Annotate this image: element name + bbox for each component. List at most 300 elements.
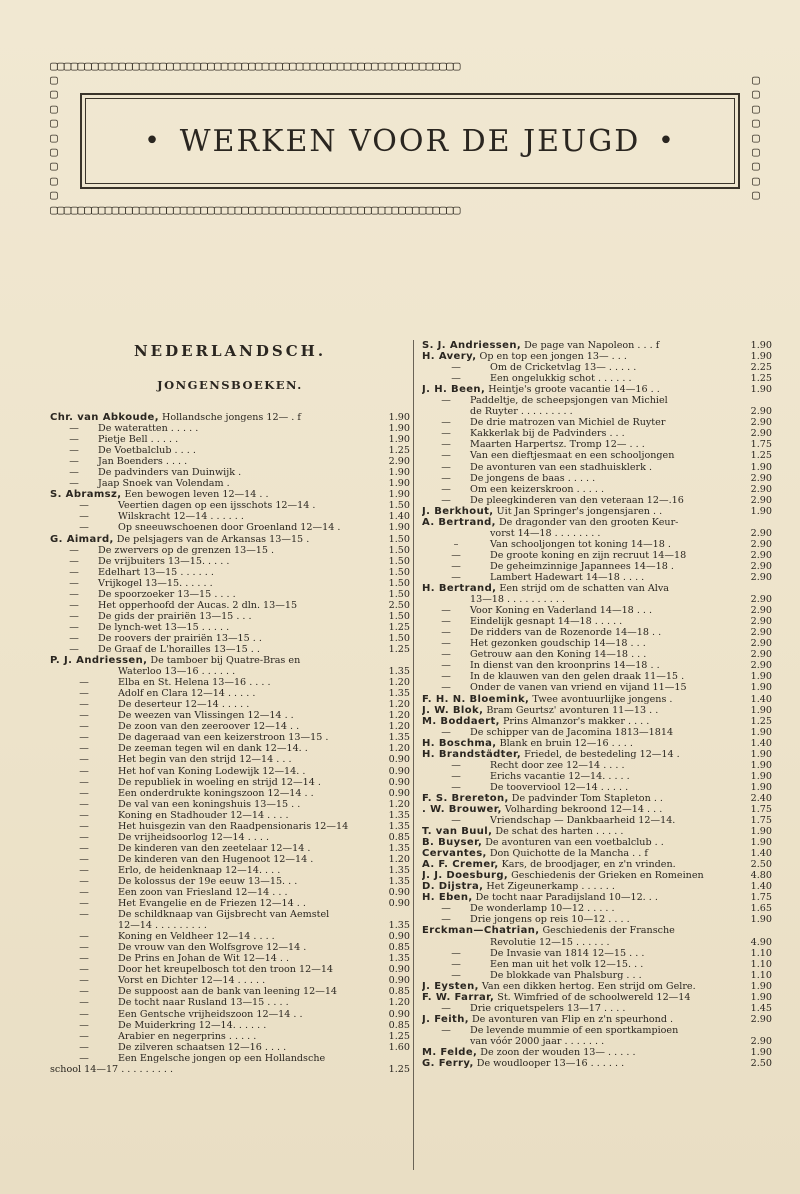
entry-text: De wateratten . . . . . [98, 423, 199, 435]
entry-price: 1.10 [750, 947, 772, 959]
entry-price: 1.50 [388, 544, 410, 556]
entry-text: Door het kreupelbosch tot den troon 12—14 [118, 964, 334, 976]
entry-title [422, 495, 738, 506]
entry-title [422, 705, 738, 716]
entry-price: 1.45 [750, 1002, 772, 1014]
list-item [422, 870, 772, 881]
entry-price: 2.90 [750, 538, 772, 550]
entry-price: 1.50 [388, 533, 410, 545]
list-item [50, 1009, 410, 1020]
list-item [50, 876, 410, 887]
list-item [50, 986, 410, 997]
ditto-dash: — [441, 417, 451, 429]
list-item [50, 1031, 410, 1042]
list-item [50, 545, 410, 556]
entry-price: 0.90 [388, 887, 410, 899]
entry-price: 1.90 [750, 461, 772, 473]
entry-price: 1.90 [750, 991, 772, 1003]
entry-text: Van een dieftjesmaat en een schooljongen [470, 450, 675, 462]
entry-text: De kinderen van den zeetelaar 12—14 . [118, 842, 311, 854]
entry-title [50, 1053, 376, 1064]
entry-text: De vrijheidsoorlog 12—14 . . . . [118, 831, 270, 843]
entry-text: Voor Koning en Vaderland 14—18 . . . [470, 605, 653, 617]
entry-title [422, 428, 738, 439]
column-divider [413, 340, 414, 1170]
list-item [50, 832, 410, 843]
entry-title [422, 1025, 738, 1036]
entry-price: 0.90 [388, 776, 410, 788]
entry-price: 1.20 [388, 677, 410, 689]
entry-title [50, 611, 376, 622]
list-item [422, 948, 772, 959]
list-item [422, 395, 772, 406]
entry-price: 1.90 [750, 671, 772, 683]
ditto-dash: — [441, 903, 451, 915]
entry-title [422, 749, 738, 760]
ditto-dash: — [451, 770, 461, 782]
list-item [50, 467, 410, 478]
entry-author: A. F. Cremer, [422, 859, 499, 871]
ditto-dash: — [79, 743, 89, 755]
entry-price: 1.75 [750, 803, 772, 815]
ditto-dash: — [79, 975, 89, 987]
ditto-dash: — [441, 649, 451, 661]
list-item [422, 925, 772, 936]
list-item [422, 1036, 772, 1047]
list-item [422, 373, 772, 384]
entry-text: Drie jongens op reis 10—12 . . . . [470, 914, 630, 926]
entry-price: 1.40 [750, 881, 772, 893]
entry-text: Een Gentsche vrijheidszoon 12—14 . . [118, 1008, 303, 1020]
list-item [50, 1064, 410, 1075]
entry-price: 4.80 [750, 870, 772, 882]
entry-text: Edelhart 13—15 . . . . . . [98, 566, 214, 578]
entry-title [422, 539, 738, 550]
entry-text: De jongens de baas . . . . . [470, 472, 596, 484]
entry-author: Chr. van Abkoude, [50, 412, 159, 423]
entry-text: De tocht naar Rusland 13—15 . . . . [118, 997, 289, 1009]
ditto-dash: — [441, 726, 451, 738]
entry-price: 2.90 [750, 527, 772, 539]
entry-title [50, 633, 376, 644]
entry-price: 0.85 [388, 831, 410, 843]
list-item [422, 760, 772, 771]
entry-text: De roovers der prairiën 13—15 . . [98, 632, 262, 644]
entry-text: De val van een koningshuis 13—15 . . [118, 798, 301, 810]
entry-price: 1.40 [750, 848, 772, 860]
entry-price: 1.90 [750, 726, 772, 738]
list-item [422, 671, 772, 682]
entry-title [50, 810, 376, 821]
ditto-dash: — [441, 605, 451, 617]
ditto-dash: — [79, 887, 89, 899]
entry-text: 13—18 . . . . . . . . . . [470, 594, 566, 606]
entry-title [50, 478, 376, 489]
list-item [50, 732, 410, 743]
entry-text: Een bewogen leven 12—14 . . [121, 489, 269, 501]
ditto-dash: — [441, 450, 451, 462]
entry-text: De suppoost aan de bank van leening 12—14 [118, 986, 338, 998]
bullet-icon: • [144, 126, 162, 156]
ditto-dash: — [79, 699, 89, 711]
entry-text: De zoon der wouden 13— . . . . . [477, 1047, 636, 1058]
ditto-dash: — [441, 660, 451, 672]
entry-title [422, 484, 738, 495]
list-item [422, 638, 772, 649]
entry-title [422, 771, 738, 782]
entry-text: 12—14 . . . . . . . . . [118, 920, 207, 932]
entry-price: 1.90 [750, 340, 772, 351]
list-item [422, 771, 772, 782]
entry-price: 1.90 [388, 434, 410, 446]
list-item [422, 495, 772, 506]
list-item [422, 937, 772, 948]
entry-text: Van schooljongen tot koning 14—18 . [490, 538, 671, 550]
entry-author: S. J. Andriessen, [422, 340, 522, 351]
list-item [50, 909, 410, 920]
list-item [422, 561, 772, 572]
ditto-dash: — [441, 395, 451, 407]
entry-text: De pleegkinderen van den veteraan 12—.16 [470, 494, 684, 506]
ditto-dash: — [441, 1024, 451, 1036]
list-item [50, 567, 410, 578]
entry-price: 2.25 [750, 362, 772, 374]
list-item [50, 412, 410, 423]
list-item [422, 881, 772, 892]
entry-price: 1.90 [750, 704, 772, 716]
entry-text: De padvinder Tom Stapleton . . [508, 792, 663, 804]
ditto-dash: — [451, 759, 461, 771]
entry-price: 1.90 [750, 748, 772, 760]
entry-title [50, 953, 376, 964]
list-item [422, 1025, 772, 1036]
entry-text: Arabier en negerprins . . . . . [118, 1030, 257, 1042]
entry-title [50, 522, 376, 533]
entry-text: Op en top een jongen 13— . . . [476, 351, 627, 363]
entry-title [50, 567, 376, 578]
ditto-dash: — [451, 958, 461, 970]
ditto-dash: — [79, 511, 89, 523]
entry-title [50, 445, 376, 456]
entry-text: De republiek in woeling en strijd 12—14 . [118, 776, 321, 788]
entry-text: De kolossus der 19e eeuw 13—15. . . [118, 875, 298, 887]
entry-title [422, 439, 738, 450]
entry-title [50, 766, 376, 777]
entry-title [422, 992, 738, 1003]
entry-price: 1.90 [388, 423, 410, 435]
list-item [422, 694, 772, 705]
list-item [50, 997, 410, 1008]
list-item [50, 534, 410, 545]
list-item [422, 1047, 772, 1058]
entry-title [422, 605, 738, 616]
entry-title [422, 550, 738, 561]
list-item [422, 572, 772, 583]
entry-title [50, 1042, 376, 1053]
entry-text: De Voetbalclub . . . . [98, 445, 196, 457]
entry-title [422, 914, 738, 925]
ditto-dash: — [69, 577, 79, 589]
ditto-dash: — [79, 986, 89, 998]
entry-text: Bram Geurtsz' avonturen 11—13 . . [483, 704, 659, 716]
entry-price: 1.65 [750, 903, 772, 915]
entry-price: 1.20 [388, 798, 410, 810]
list-item [50, 688, 410, 699]
entry-title [422, 627, 738, 638]
entry-title [50, 500, 376, 511]
entry-title [422, 793, 738, 804]
ditto-dash: — [79, 809, 89, 821]
entry-price: 2.90 [750, 560, 772, 572]
entry-text: De vrouw van den Wolfsgrove 12—14 . [118, 942, 307, 954]
entry-title [422, 583, 738, 594]
list-item [422, 428, 772, 439]
entry-title [50, 677, 376, 688]
entry-title [50, 821, 376, 832]
entry-title [422, 892, 738, 903]
ditto-dash: — [79, 1041, 89, 1053]
list-item [50, 445, 410, 456]
entry-title [422, 450, 738, 461]
entry-title [50, 545, 376, 556]
list-item [50, 600, 410, 611]
entry-title [50, 622, 376, 633]
entry-text: De padvinders van Duinwijk . [98, 467, 242, 479]
entry-text: Recht door zee 12—14 . . . . [490, 759, 625, 771]
entry-title [50, 986, 376, 997]
ditto-dash: — [441, 638, 451, 650]
entry-text: Kakkerlak bij de Padvinders . . . [470, 428, 625, 440]
entry-text: Koning en Veldheer 12—14 . . . . [118, 931, 275, 943]
entry-price: 1.35 [388, 864, 410, 876]
list-item [50, 478, 410, 489]
entry-title [422, 1014, 738, 1025]
entry-title [50, 710, 376, 721]
entry-text: De zwervers op de grenzen 13—15 . [98, 544, 275, 556]
entry-text: Volharding bekroond 12—14 . . . [501, 803, 663, 815]
entry-title [50, 898, 376, 909]
ditto-dash: — [451, 947, 461, 959]
entry-text: Het begin van den strijd 12—14 . . . [118, 754, 292, 766]
list-item [50, 810, 410, 821]
entry-title [422, 395, 738, 406]
entry-text: Een strijd om de schatten van Alva [496, 583, 669, 595]
entry-text: Het opperhoofd der Aucas. 2 dln. 13—15 [98, 599, 298, 611]
entry-text: De woudlooper 13—16 . . . . . . [473, 1058, 625, 1070]
list-item [50, 777, 410, 788]
entry-title [50, 876, 376, 887]
entry-title [50, 1020, 376, 1031]
entry-text: Vrijkogel 13—15. . . . . . [98, 577, 213, 589]
entry-title [422, 561, 738, 572]
list-item [422, 462, 772, 473]
entry-price: 1.90 [750, 781, 772, 793]
entry-title [50, 511, 376, 522]
entry-price: 1.90 [750, 351, 772, 363]
entry-price: 2.90 [750, 483, 772, 495]
entry-price: 2.90 [750, 638, 772, 650]
list-item [50, 788, 410, 799]
entry-price: 1.90 [750, 682, 772, 694]
entry-text: Koning en Stadhouder 12—14 . . . . [118, 809, 289, 821]
entry-text: De zeeman tegen wil en dank 12—14. . [118, 743, 308, 755]
list-item [50, 666, 410, 677]
entry-price: 1.35 [388, 875, 410, 887]
entry-author: F. H. N. Bloemink, [422, 693, 530, 705]
list-item [422, 749, 772, 760]
entry-price: 0.90 [388, 1008, 410, 1020]
ornament-border-right: ▢ ▢ ▢ ▢ ▢ ▢ ▢ ▢ ▢ [752, 74, 760, 204]
entry-text: De ridders van de Rozenorde 14—18 . . [470, 627, 662, 639]
list-item [50, 522, 410, 533]
list-item [50, 766, 410, 777]
entry-title [422, 572, 738, 583]
ditto-dash: — [441, 428, 451, 440]
list-item [422, 649, 772, 660]
entry-title [422, 417, 738, 428]
ditto-dash: — [79, 853, 89, 865]
ditto-dash: — [441, 439, 451, 451]
ditto-dash: — [79, 522, 89, 534]
list-item [422, 539, 772, 550]
entry-title [422, 937, 738, 948]
entry-price: 1.50 [388, 632, 410, 644]
entry-price: 1.25 [388, 643, 410, 655]
entry-title [422, 881, 738, 892]
entry-text: Een Engelsche jongen op een Hollandsche [118, 1052, 326, 1064]
list-item [50, 942, 410, 953]
entry-text: Don Quichotte de la Mancha . . f [486, 848, 648, 860]
entry-text: De Graaf de L'horailles 13—15 . . [98, 643, 260, 655]
entry-title [50, 578, 376, 589]
list-item [50, 611, 410, 622]
entry-text: De lynch-wet 13—15 . . . . . [98, 621, 230, 633]
entry-author: T. van Buul, [422, 826, 493, 838]
ditto-dash: — [441, 1002, 451, 1014]
entry-author: M. Boddaert, [422, 715, 500, 727]
entry-title [422, 959, 738, 970]
entry-text: De kinderen van den Hugenoot 12—14 . [118, 853, 314, 865]
entry-price: 1.20 [388, 853, 410, 865]
ditto-dash: — [79, 798, 89, 810]
entry-title [50, 1064, 376, 1075]
entry-text: Geschiedenis der Fransche [539, 925, 675, 937]
entry-text: De tocht naar Paradijsland 10—12. . . [472, 892, 658, 904]
entry-author: Cervantes, [422, 848, 487, 860]
ditto-dash: — [451, 549, 461, 561]
entry-text: Het Evangelie en de Friezen 12—14 . . [118, 898, 306, 910]
list-item [50, 423, 410, 434]
entry-author: Erckman—Chatrian, [422, 925, 540, 937]
entry-title [422, 506, 738, 517]
ditto-dash: — [451, 560, 461, 572]
ditto-dash: — [451, 373, 461, 385]
entry-price: 1.25 [750, 450, 772, 462]
entry-text: Om de Cricketvlag 13— . . . . . [490, 362, 637, 374]
entry-title [50, 964, 376, 975]
entry-text: Getrouw aan den Koning 14—18 . . . [470, 649, 647, 661]
list-item [50, 964, 410, 975]
entry-author: J. H. Been, [422, 384, 486, 396]
entry-price: 1.25 [388, 621, 410, 633]
entry-price: 1.25 [388, 1063, 410, 1075]
entry-text: De zoon van den zeeroover 12—14 . . [118, 721, 300, 733]
ditto-dash: — [79, 875, 89, 887]
entry-text: De groote koning en zijn recruut 14—18 [490, 549, 687, 561]
entry-price: 1.90 [750, 980, 772, 992]
entry-text: Een man uit het volk 12—15. . . [490, 958, 644, 970]
entry-text: De tooverviool 12—14 . . . . . [490, 781, 629, 793]
entry-text: Om een keizerskroon . . . . . [470, 483, 605, 495]
list-item [422, 627, 772, 638]
ornament-border-bottom: ▢▢▢▢▢▢▢▢▢▢▢▢▢▢▢▢▢▢▢▢▢▢▢▢▢▢▢▢▢▢▢▢▢▢▢▢▢▢▢▢▢▢▢▢▢▢▢▢▢▢▢▢▢▢▢▢▢▢▢▢ [50, 204, 460, 218]
list-item [50, 1042, 410, 1053]
entry-text: De weezen van Vlissingen 12—14 . . [118, 710, 294, 722]
entry-price: 2.50 [750, 859, 772, 871]
entry-title [50, 743, 376, 754]
entry-price: 2.90 [750, 627, 772, 639]
list-item [50, 865, 410, 876]
ditto-dash: — [69, 478, 79, 490]
entry-text: In de klauwen van den gelen draak 11—15 . [470, 671, 685, 683]
entry-price: 2.90 [750, 594, 772, 606]
entry-text: De zilveren schaatsen 12—16 . . . . [118, 1041, 287, 1053]
ditto-dash: — [69, 643, 79, 655]
entry-text: Een zoon van Friesland 12—14 . . . [118, 887, 288, 899]
entry-text: Jan Boenders . . . . [98, 456, 188, 468]
ditto-dash: — [69, 610, 79, 622]
entry-text: St. Wimfried of de schoolwereld 12—14 [494, 991, 691, 1003]
entry-title [50, 1009, 376, 1020]
entry-text: De schat des harten . . . . . [492, 826, 624, 838]
entry-price: 1.90 [388, 478, 410, 490]
entry-author: G. Ferry, [422, 1058, 474, 1070]
entry-price: 1.20 [388, 743, 410, 755]
list-item [422, 859, 772, 870]
header-ornament-box [50, 60, 768, 218]
entry-text: Het Zigeunerkamp . . . . . . [483, 881, 615, 893]
ditto-dash: — [69, 467, 79, 479]
entry-author: J. Berkhout, [422, 505, 494, 517]
entry-title [50, 600, 376, 611]
entry-price: 0.85 [388, 986, 410, 998]
list-item [422, 1003, 772, 1014]
entry-price: 2.90 [750, 428, 772, 440]
entry-text: De geheimzinnige Japannees 14—18 . [490, 560, 674, 572]
entry-price: 1.20 [388, 721, 410, 733]
entry-title [422, 682, 738, 693]
entry-title [50, 832, 376, 843]
entry-price: 2.90 [750, 605, 772, 617]
entry-text: Adolf en Clara 12—14 . . . . . [118, 688, 256, 700]
entry-title [50, 909, 376, 920]
entry-price: 0.90 [388, 754, 410, 766]
entry-title [422, 804, 738, 815]
entry-text: In dienst van den kroonprins 14—18 . . [470, 660, 660, 672]
entry-price: 1.35 [388, 809, 410, 821]
entry-price: 2.90 [388, 456, 410, 468]
entry-price: 0.90 [388, 931, 410, 943]
ditto-dash: — [79, 1019, 89, 1031]
list-item [50, 589, 410, 600]
entry-author: H. Eben, [422, 892, 473, 904]
list-item [422, 1014, 772, 1025]
entry-title [50, 655, 376, 666]
entry-text: Het hof van Koning Lodewijk 12—14. . [118, 765, 306, 777]
list-item [50, 743, 410, 754]
entry-title [422, 903, 738, 914]
list-item [422, 473, 772, 484]
